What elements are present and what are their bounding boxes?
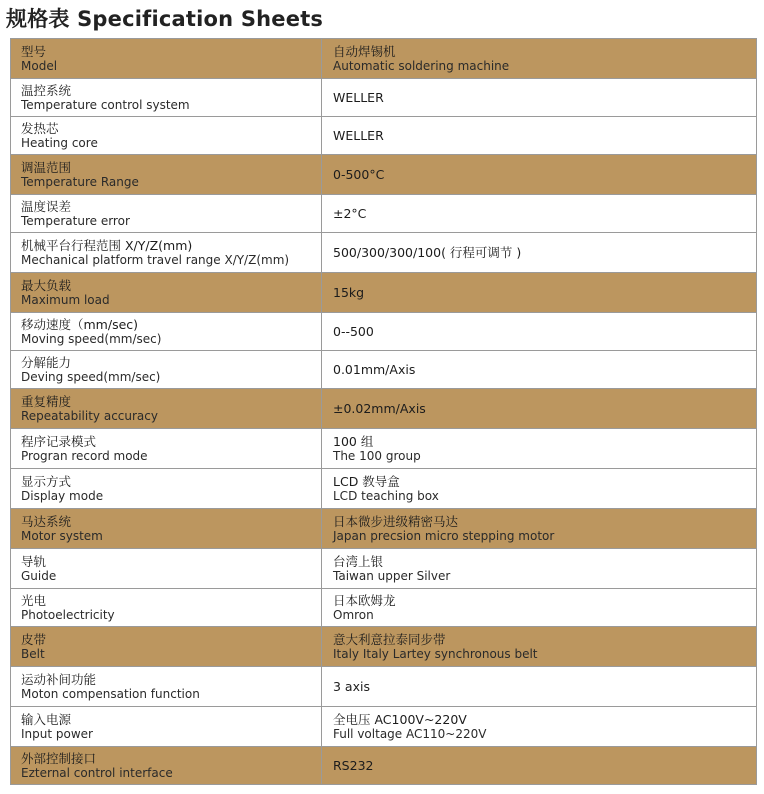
spec-value-zh: 100 组	[333, 433, 374, 449]
spec-value-cell	[322, 747, 757, 785]
spec-label-zh: 皮带	[21, 631, 47, 647]
table-row	[11, 429, 757, 469]
spec-label-en: Ezternal control interface	[21, 765, 173, 780]
spec-label-zh: 分解能力	[21, 354, 72, 370]
spec-value-en: Full voltage AC110~220V	[333, 726, 487, 741]
table-row	[11, 273, 757, 313]
spec-value-zh: 日本欧姆龙	[333, 592, 396, 608]
spec-label-zh: 机械平台行程范围 X/Y/Z(mm)	[21, 237, 193, 253]
spec-label-en: Mechanical platform travel range X/Y/Z(mm)	[21, 252, 290, 267]
spec-value: RS232	[333, 757, 374, 773]
table-row	[11, 195, 757, 233]
spec-label-cell	[11, 195, 322, 233]
spec-label-en: Model	[21, 58, 58, 73]
spec-value-cell	[322, 351, 757, 389]
spec-label-en: Heating core	[21, 135, 98, 150]
spec-label-cell	[11, 707, 322, 747]
spec-label-zh: 导轨	[21, 553, 47, 569]
spec-value-cell	[322, 273, 757, 313]
spec-label-cell	[11, 747, 322, 785]
spec-value: ±2°C	[333, 205, 367, 221]
spec-value-en: Italy Italy Lartey synchronous belt	[333, 646, 538, 661]
spec-value-cell	[322, 707, 757, 747]
spec-value-cell	[322, 469, 757, 509]
spec-value-cell	[322, 549, 757, 589]
spec-label-cell	[11, 549, 322, 589]
table-row	[11, 351, 757, 389]
spec-label-zh: 外部控制接口	[21, 750, 97, 766]
table-row	[11, 117, 757, 155]
table-row	[11, 313, 757, 351]
table-row	[11, 707, 757, 747]
spec-label-zh: 运动补间功能	[21, 671, 97, 687]
spec-value-cell	[322, 233, 757, 273]
spec-value: ±0.02mm/Axis	[333, 400, 426, 416]
spec-label-en: Deving speed(mm/sec)	[21, 369, 161, 384]
spec-label-cell	[11, 627, 322, 667]
spec-label-zh: 温度误差	[21, 198, 72, 214]
table-row	[11, 589, 757, 627]
spec-label-zh: 重复精度	[21, 393, 72, 409]
spec-label-zh: 显示方式	[21, 473, 72, 489]
spec-table-body	[11, 39, 757, 785]
spec-label-zh: 发热芯	[21, 120, 59, 136]
table-row	[11, 747, 757, 785]
spec-value-cell	[322, 79, 757, 117]
spec-label-cell	[11, 469, 322, 509]
spec-label-zh: 程序记录模式	[21, 433, 97, 449]
spec-value: 0--500	[333, 323, 374, 339]
spec-label-en: Motor system	[21, 528, 103, 543]
spec-value-zh: 意大利意拉泰同步带	[333, 631, 446, 647]
spec-value: 500/300/300/100( 行程可调节 )	[333, 244, 522, 260]
table-row	[11, 667, 757, 707]
spec-value-en: Automatic soldering machine	[333, 58, 510, 73]
spec-value-zh: 日本微步进级精密马达	[333, 513, 459, 529]
spec-label-zh: 输入电源	[21, 711, 72, 727]
spec-label-cell	[11, 429, 322, 469]
spec-label-en: Moving speed(mm/sec)	[21, 331, 162, 346]
spec-value: 0-500°C	[333, 166, 385, 182]
table-row	[11, 627, 757, 667]
spec-label-cell	[11, 79, 322, 117]
spec-label-cell	[11, 389, 322, 429]
spec-value-cell	[322, 313, 757, 351]
spec-value-zh: 全电压 AC100V~220V	[333, 711, 467, 727]
spec-value-en: Omron	[333, 607, 374, 622]
spec-label-zh: 最大负载	[21, 277, 72, 293]
spec-label-en: Belt	[21, 646, 45, 661]
spec-label-zh: 温控系统	[21, 82, 72, 98]
table-row	[11, 233, 757, 273]
spec-value-en: Japan precsion micro stepping motor	[333, 528, 555, 543]
spec-label-en: Progran record mode	[21, 448, 148, 463]
spec-label-cell	[11, 233, 322, 273]
spec-value-en: The 100 group	[333, 448, 421, 463]
table-row	[11, 79, 757, 117]
spec-value-cell	[322, 39, 757, 79]
spec-value-cell	[322, 389, 757, 429]
spec-value: 0.01mm/Axis	[333, 361, 416, 377]
spec-value-cell	[322, 155, 757, 195]
spec-label-cell	[11, 117, 322, 155]
spec-value-cell	[322, 117, 757, 155]
spec-label-zh: 型号	[21, 43, 47, 59]
spec-label-cell	[11, 667, 322, 707]
table-row	[11, 549, 757, 589]
spec-value-cell	[322, 589, 757, 627]
spec-label-en: Temperature Range	[21, 174, 139, 189]
spec-label-en: Guide	[21, 568, 57, 583]
page-title: 规格表 Specification Sheets	[6, 7, 324, 31]
spec-value: WELLER	[333, 127, 384, 143]
table-row	[11, 509, 757, 549]
spec-value-cell	[322, 667, 757, 707]
table-row	[11, 389, 757, 429]
spec-label-cell	[11, 509, 322, 549]
spec-label-cell	[11, 273, 322, 313]
spec-table	[10, 38, 757, 785]
spec-label-cell	[11, 155, 322, 195]
spec-value-cell	[322, 509, 757, 549]
spec-label-cell	[11, 589, 322, 627]
spec-label-cell	[11, 351, 322, 389]
spec-value-cell	[322, 429, 757, 469]
spec-label-en: Photoelectricity	[21, 607, 115, 622]
table-row	[11, 155, 757, 195]
spec-value-cell	[322, 195, 757, 233]
spec-label-zh: 调温范围	[21, 159, 72, 175]
spec-value: 15kg	[333, 284, 365, 300]
spec-label-zh: 马达系统	[21, 513, 72, 529]
spec-value-en: LCD teaching box	[333, 488, 439, 503]
spec-value: WELLER	[333, 89, 384, 105]
spec-value-zh: 台湾上银	[333, 553, 384, 569]
spec-label-en: Temperature error	[21, 213, 130, 228]
table-row	[11, 469, 757, 509]
spec-label-cell	[11, 313, 322, 351]
spec-value: 3 axis	[333, 678, 370, 694]
spec-label-en: Moton compensation function	[21, 686, 200, 701]
table-row	[11, 39, 757, 79]
spec-value-zh: 自动焊锡机	[333, 43, 396, 59]
spec-label-en: Repeatability accuracy	[21, 408, 158, 423]
spec-label-zh: 光电	[21, 592, 47, 608]
spec-label-zh: 移动速度（mm/sec)	[21, 316, 139, 332]
spec-label-en: Temperature control system	[21, 97, 190, 112]
spec-label-en: Input power	[21, 726, 93, 741]
spec-label-cell	[11, 39, 322, 79]
spec-label-en: Display mode	[21, 488, 104, 503]
spec-value-cell	[322, 627, 757, 667]
spec-value-en: Taiwan upper Silver	[333, 568, 451, 583]
spec-value-zh: LCD 教导盒	[333, 473, 400, 489]
spec-label-en: Maximum load	[21, 292, 110, 307]
